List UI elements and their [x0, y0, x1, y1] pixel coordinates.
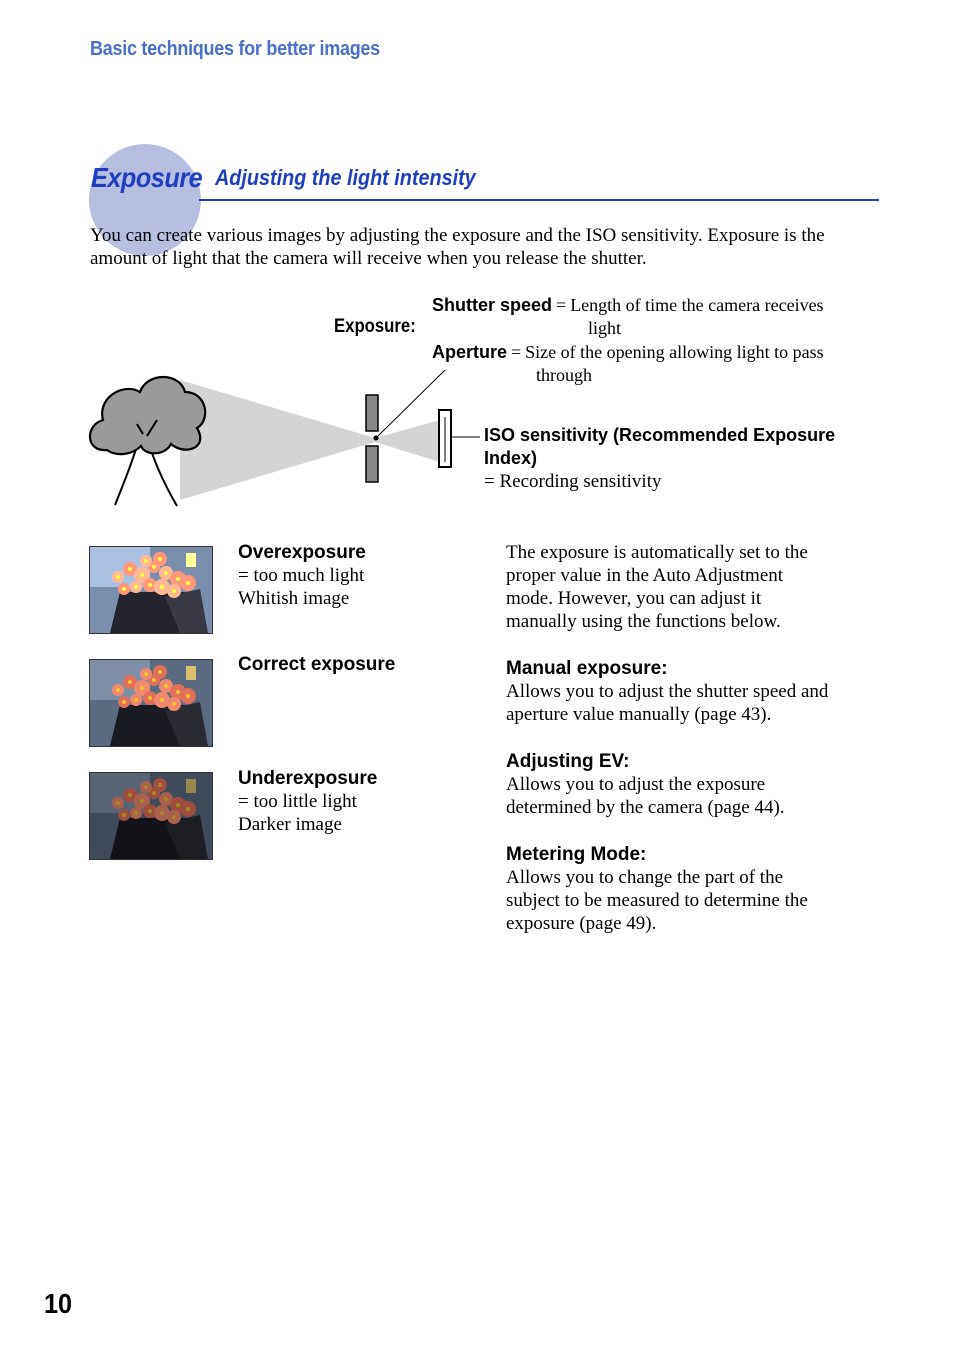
flower-pot-image	[90, 660, 212, 746]
overexposure-photo	[89, 546, 213, 634]
metering-mode-line: exposure (page 49).	[506, 913, 657, 934]
adjusting-ev-line: determined by the camera (page 44).	[506, 797, 785, 818]
iso-desc: = Recording sensitivity	[484, 471, 662, 492]
example-line: Darker image	[238, 814, 342, 835]
shutter-blade-bottom	[366, 446, 378, 482]
section-subtitle: Adjusting the light intensity	[215, 165, 476, 190]
example-line: = too little light	[238, 791, 357, 812]
example-title: Overexposure	[238, 542, 366, 563]
example-underexposure	[238, 767, 478, 836]
aperture-desc: Size of the opening allowing light to pass	[525, 342, 824, 362]
manual-exposure-line: Allows you to adjust the shutter speed and	[506, 681, 829, 702]
example-line: Whitish image	[238, 588, 350, 609]
right-intro-line: mode. However, you can adjust it	[506, 588, 762, 609]
metering-mode-heading: Metering Mode:	[506, 844, 647, 865]
manual-exposure-line: aperture value manually (page 43).	[506, 704, 772, 725]
shutter-blade-top	[366, 395, 378, 431]
exposure-label: Exposure:	[334, 316, 416, 337]
metering-mode-line: Allows you to change the part of the	[506, 867, 784, 888]
shutter-speed-desc-cont: light	[588, 318, 622, 338]
underexposure-photo	[89, 772, 213, 860]
metering-mode-line: subject to be measured to determine the	[506, 890, 808, 911]
right-column	[506, 541, 886, 935]
section-title: Exposure	[91, 162, 203, 193]
adjusting-ev-line: Allows you to adjust the exposure	[506, 774, 766, 795]
adjusting-ev-heading: Adjusting EV:	[506, 751, 630, 772]
iso-definition	[484, 424, 884, 493]
intro-paragraph: You can create various images by adjusting the exposure and the ISO sensitivity. Exposure is the amount of light that the camera will receive when you release the shutter.	[90, 225, 825, 269]
right-intro-line: proper value in the Auto Adjustment	[506, 565, 784, 586]
section-rule	[199, 199, 879, 201]
example-correct-exposure	[238, 653, 478, 676]
light-cone-left	[180, 380, 375, 500]
aperture-definition	[432, 341, 882, 386]
shutter-speed-eq: =	[556, 295, 567, 315]
correct-exposure-photo	[89, 659, 213, 747]
shutter-speed-term: Shutter speed	[432, 295, 553, 315]
iso-term-line1: ISO sensitivity (Recommended Exposure	[484, 425, 836, 445]
light-cone-right	[375, 420, 440, 462]
page-number: 10	[44, 1288, 73, 1319]
aperture-desc-cont: through	[536, 365, 592, 385]
example-overexposure	[238, 541, 478, 610]
flower-pot-image	[90, 773, 212, 859]
example-title: Correct exposure	[238, 654, 396, 675]
iso-term-line2: Index)	[484, 448, 538, 468]
running-header: Basic techniques for better images	[90, 38, 380, 60]
manual-exposure-heading: Manual exposure:	[506, 658, 668, 679]
shutter-speed-desc: Length of time the camera receives	[570, 295, 824, 315]
exposure-diagram	[85, 370, 485, 515]
aperture-term: Aperture	[432, 342, 508, 362]
flower-pot-image	[90, 547, 212, 633]
example-line: = too much light	[238, 565, 365, 586]
right-intro-line: manually using the functions below.	[506, 611, 781, 632]
example-title: Underexposure	[238, 768, 378, 789]
aperture-eq: =	[511, 342, 522, 362]
right-intro-line: The exposure is automatically set to the	[506, 542, 808, 563]
shutter-speed-definition	[432, 294, 882, 339]
